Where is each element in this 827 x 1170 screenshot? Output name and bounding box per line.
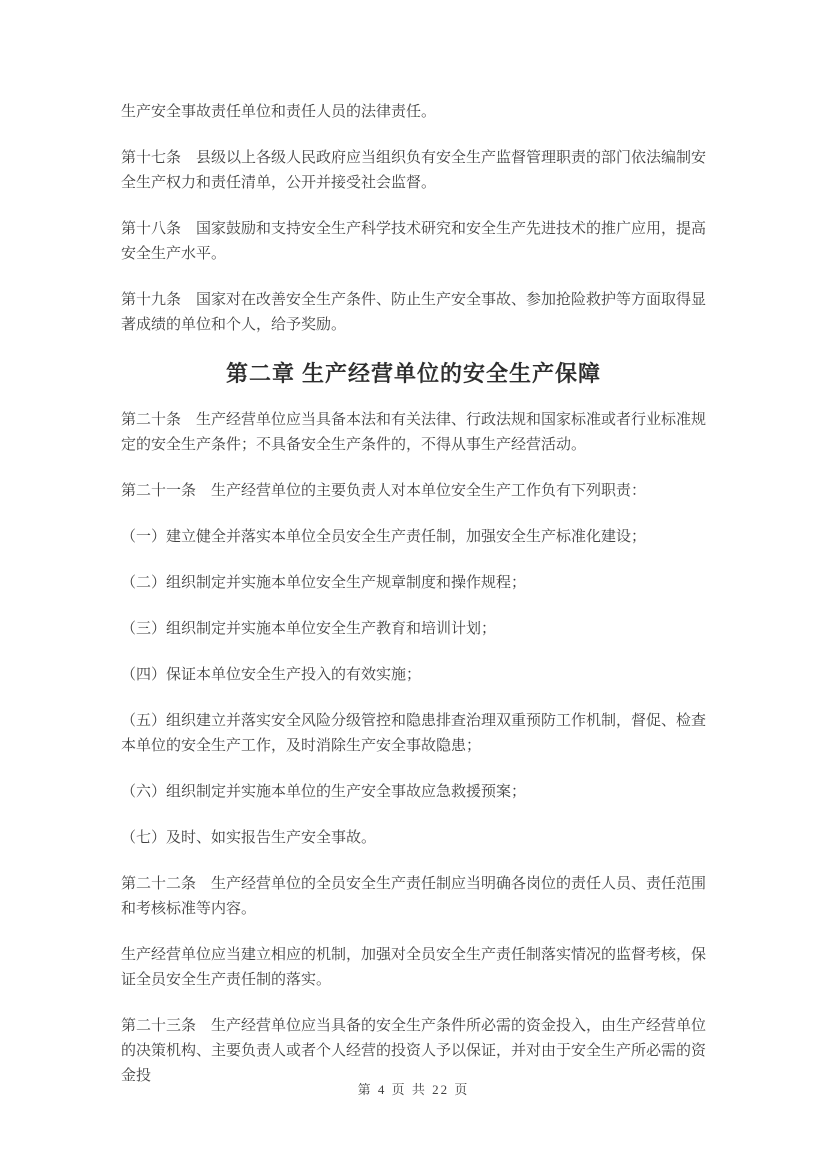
paragraph: （六）组织制定并实施本单位的生产安全事故应急救援预案； (121, 784, 527, 800)
paragraph: （七）及时、如实报告生产安全事故。 (121, 830, 377, 846)
paragraph: 第十七条 县级以上各级人民政府应当组织负有安全生产监督管理职责的部门依法编制安全生产权力和责任清单，公开并接受社会监督。 (121, 150, 707, 191)
page-footer (0, 1081, 827, 1099)
paragraph: 生产经营单位应当建立相应的机制，加强对全员安全生产责任制落实情况的监督考核，保证全员安全生产责任制的落实。 (121, 947, 707, 988)
paragraph: 第二十条 生产经营单位应当具备本法和有关法律、行政法规和国家标准或者行业标准规定的安全生产条件；不具备安全生产条件的，不得从事生产经营活动。 (121, 412, 707, 453)
page-number-text: 第 4 页 共 22 页 (357, 1082, 470, 1097)
paragraph: 生产安全事故责任单位和责任人员的法律责任。 (121, 104, 437, 120)
chapter-heading: 第二章 生产经营单位的安全生产保障 (225, 361, 602, 386)
paragraph: （五）组织建立并落实安全风险分级管控和隐患排查治理双重预防工作机制，督促、检查本单位的安全生产工作，及时消除生产安全事故隐患； (121, 713, 707, 754)
paragraph: 第二十三条 生产经营单位应当具备的安全生产条件所必需的资金投入，由生产经营单位的决策机构、主要负责人或者个人经营的投资人予以保证，并对由于安全生产所必需的资金投 (121, 1018, 707, 1084)
paragraph: 第十九条 国家对在改善安全生产条件、防止生产安全事故、参加抢险救护等方面取得显著成绩的单位和个人，给予奖励。 (121, 292, 707, 333)
paragraph: （三）组织制定并实施本单位安全生产教育和培训计划； (121, 621, 497, 637)
paragraph: （二）组织制定并实施本单位安全生产规章制度和操作规程； (121, 575, 527, 591)
paragraph: 第二十二条 生产经营单位的全员安全生产责任制应当明确各岗位的责任人员、责任范围和考核标准等内容。 (121, 876, 707, 917)
paragraph: 第十八条 国家鼓励和支持安全生产科学技术研究和安全生产先进技术的推广应用，提高安全生产水平。 (121, 221, 707, 262)
paragraph: 第二十一条 生产经营单位的主要负责人对本单位安全生产工作负有下列职责： (121, 483, 647, 499)
paragraph: （一）建立健全并落实本单位全员安全生产责任制，加强安全生产标准化建设； (121, 529, 647, 545)
paragraph: （四）保证本单位安全生产投入的有效实施； (121, 667, 422, 683)
